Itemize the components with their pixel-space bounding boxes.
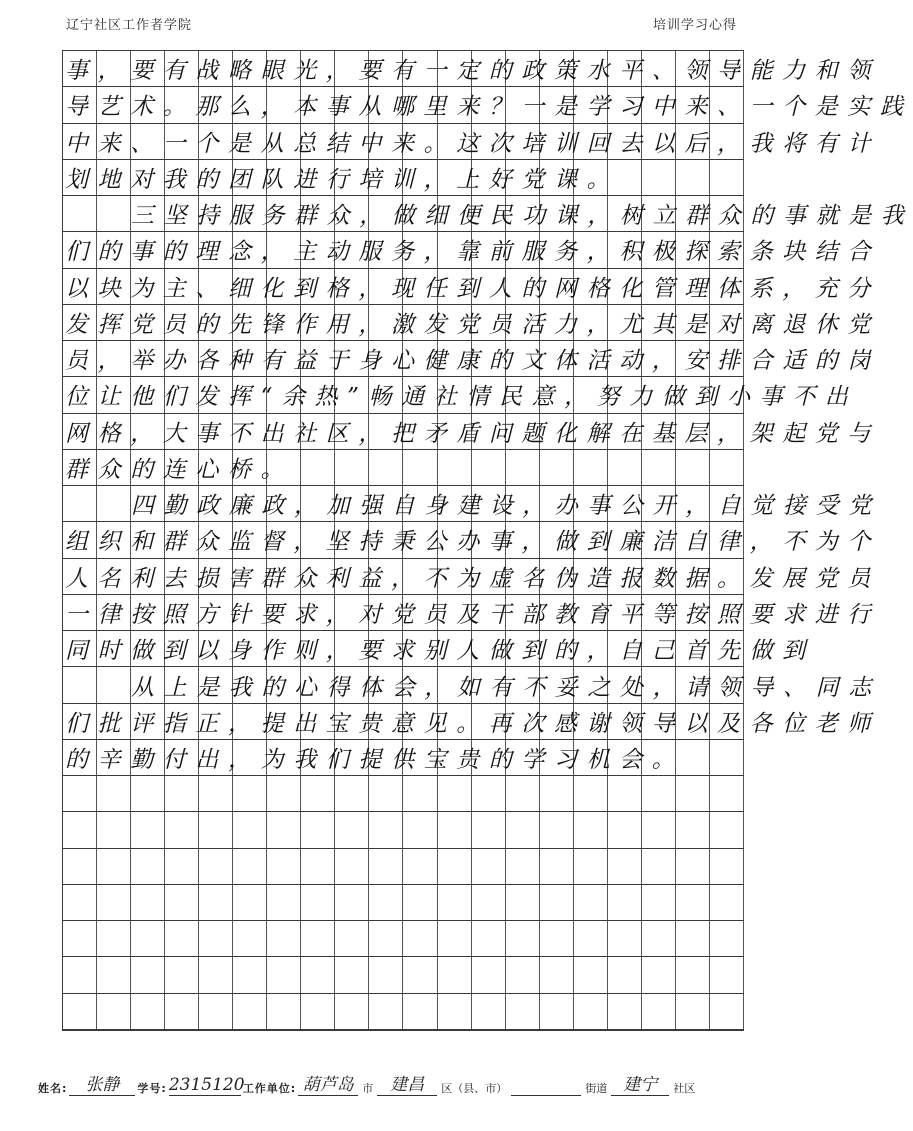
handwritten-line: 人名利去损害群众利益，不为虚名伪造报数据。发展党员 <box>65 565 880 592</box>
name-label: 姓名: <box>38 1082 68 1095</box>
handwritten-line: 发挥党员的先锋作用，激发党员活力，尤其是对离退休党 <box>65 311 880 338</box>
name-value: 张静 <box>69 1075 135 1096</box>
handwritten-line: 事，要有战略眼光，要有一定的政策水平、领导能力和领 <box>65 58 880 85</box>
grid-row <box>62 1030 744 1031</box>
handwritten-line: 划地对我的团队进行培训，上好党课。 <box>65 166 620 193</box>
grid-row <box>62 414 880 450</box>
grid-row <box>62 124 880 160</box>
grid-row <box>62 486 881 522</box>
grid-row <box>62 667 881 703</box>
grid-row <box>62 196 913 232</box>
handwritten-line: 三坚持服务群众，做细便民功课，树立群众的事就是我 <box>131 203 913 230</box>
grid-row <box>62 522 880 558</box>
handwritten-line: 网格，大事不出社区，把矛盾问题化解在基层，架起党与 <box>65 420 880 447</box>
writing-grid <box>62 50 913 1031</box>
handwritten-line: 们批评指正，提出宝贵意见。再次感谢领导以及各位老师 <box>65 710 880 737</box>
grid-row <box>62 704 880 740</box>
workplace-label: 工作单位: <box>242 1082 297 1095</box>
grid-row <box>62 957 744 993</box>
grid-row <box>62 341 880 377</box>
handwritten-line: 四勤政廉政，加强自身建设，办事公开，自觉接受党 <box>131 493 881 520</box>
grid-row <box>62 631 815 667</box>
grid-row <box>62 305 880 341</box>
district-value: 建昌 <box>377 1075 437 1096</box>
handwritten-line: 导艺术。那么，本事从哪里来？一是学习中来、一个是实践 <box>65 94 913 121</box>
grid-row <box>62 595 880 631</box>
handwritten-line: 一律按照方针要求，对党员及干部教育平等按照要求进行 <box>65 602 880 628</box>
student-no-value: 2315120 <box>168 1075 245 1095</box>
handwritten-line: 从上是我的心得体会，如有不妥之处，请领导、同志 <box>131 674 881 701</box>
handwritten-line: 位让他们发挥“余热”畅通社情民意，努力做到小事不出 <box>65 384 858 411</box>
handwritten-line: 中来、一个是从总结中来。这次培训回去以后，我将有计 <box>65 130 880 157</box>
street-value <box>511 1095 581 1096</box>
handwritten-line: 群众的连心桥。 <box>65 456 294 483</box>
city-value: 葫芦岛 <box>298 1075 358 1096</box>
grid-row <box>62 994 744 1030</box>
grid-row <box>62 160 744 196</box>
grid-row <box>62 921 744 957</box>
grid-row <box>62 885 744 921</box>
student-no-label: 学号: <box>137 1082 167 1095</box>
grid-row <box>62 232 880 268</box>
community-unit: 社区 <box>673 1082 696 1095</box>
community-value: 建宁 <box>611 1075 669 1096</box>
handwritten-line: 的辛勤付出，为我们提供宝贵的学习机会。 <box>65 747 685 774</box>
handwritten-line: 组织和群众监督，坚持秉公办事，做到廉洁自律，不为个 <box>65 529 880 556</box>
grid-row <box>62 87 913 123</box>
handwritten-line: 以块为主、细化到格，现任到人的网格化管理体系，充分 <box>65 275 880 302</box>
street-unit: 街道 <box>585 1082 608 1095</box>
grid-row <box>62 812 744 848</box>
grid-row <box>62 559 880 595</box>
institution-header: 辽宁社区工作者学院 <box>66 18 193 33</box>
grid-row <box>62 450 744 486</box>
handwritten-line: 员，举办各种有益于身心健康的文体活动，安排合适的岗 <box>65 348 880 375</box>
grid-row <box>62 51 880 87</box>
grid-row <box>62 776 744 812</box>
footer-info <box>38 1075 758 1096</box>
grid-row <box>62 849 744 885</box>
handwritten-line: 们的事的理念，主动服务，靠前服务，积极探索条块结合 <box>65 239 880 266</box>
district-unit: 区（县、市） <box>441 1082 508 1095</box>
grid-row <box>62 377 858 413</box>
handwritten-line: 同时做到以身作则，要求别人做到的，自己首先做到 <box>65 638 815 665</box>
document-type-header: 培训学习心得 <box>652 18 737 33</box>
grid-row <box>62 740 744 776</box>
grid-row <box>62 269 880 305</box>
city-unit: 市 <box>362 1082 374 1095</box>
